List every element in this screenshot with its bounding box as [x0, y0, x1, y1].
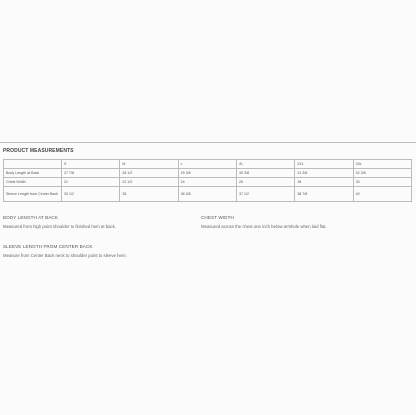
- table-cell: 21: [62, 178, 120, 187]
- table-cell: 31 3/8: [295, 169, 353, 178]
- header-cell-size: S: [62, 160, 120, 169]
- note-sleeve-length: [3, 244, 203, 258]
- table-cell: 38 7/8: [295, 187, 353, 202]
- table-cell: 28: [295, 178, 353, 187]
- table-cell: 29 3/8: [178, 169, 236, 178]
- table-cell: 28 1/2: [120, 169, 178, 178]
- row-label: Chest Width: [4, 178, 62, 187]
- table-row: [4, 178, 412, 187]
- note-title: SLEEVE LENGTH FROM CENTER BACK: [3, 244, 93, 249]
- table-cell: 22 1/2: [120, 178, 178, 187]
- table-header-row: [4, 160, 412, 169]
- table-cell: 33 1/2: [62, 187, 120, 202]
- section-divider: [0, 142, 416, 143]
- table-cell: 30 3/8: [236, 169, 294, 178]
- note-title: CHEST WIDTH: [201, 215, 234, 220]
- note-body: Measure from Center Back neck to shoulder point to sleeve hem.: [3, 253, 127, 258]
- header-cell-size: L: [178, 160, 236, 169]
- table-cell: 37 1/2: [236, 187, 294, 202]
- table-cell: 26: [236, 178, 294, 187]
- header-cell-size: 2XL: [295, 160, 353, 169]
- table-cell: 36 3/8: [178, 187, 236, 202]
- table-cell: 24: [178, 178, 236, 187]
- note-title: BODY LENGTH AT BACK: [3, 215, 58, 220]
- section-title: PRODUCT MEASUREMENTS: [3, 148, 74, 154]
- note-body-length: [3, 215, 203, 229]
- table-cell: 27 7/8: [62, 169, 120, 178]
- table-cell: 35: [120, 187, 178, 202]
- note-chest-width: [201, 215, 401, 229]
- header-cell-blank: [4, 160, 62, 169]
- size-chart-table: [3, 159, 412, 202]
- table-cell: 30: [353, 178, 411, 187]
- table-row: [4, 187, 412, 202]
- header-cell-size: M: [120, 160, 178, 169]
- table-row: [4, 169, 412, 178]
- table-cell: 32 3/8: [353, 169, 411, 178]
- row-label: Body Length at Back: [4, 169, 62, 178]
- row-label: Sleeve Length from Center Back: [4, 187, 62, 202]
- note-body: Measured across the chest one inch below armhole when laid flat.: [201, 224, 327, 229]
- table-cell: 40: [353, 187, 411, 202]
- header-cell-size: XL: [236, 160, 294, 169]
- header-cell-size: 3XL: [353, 160, 411, 169]
- note-body: Measured from high point shoulder to finished hem at back.: [3, 224, 116, 229]
